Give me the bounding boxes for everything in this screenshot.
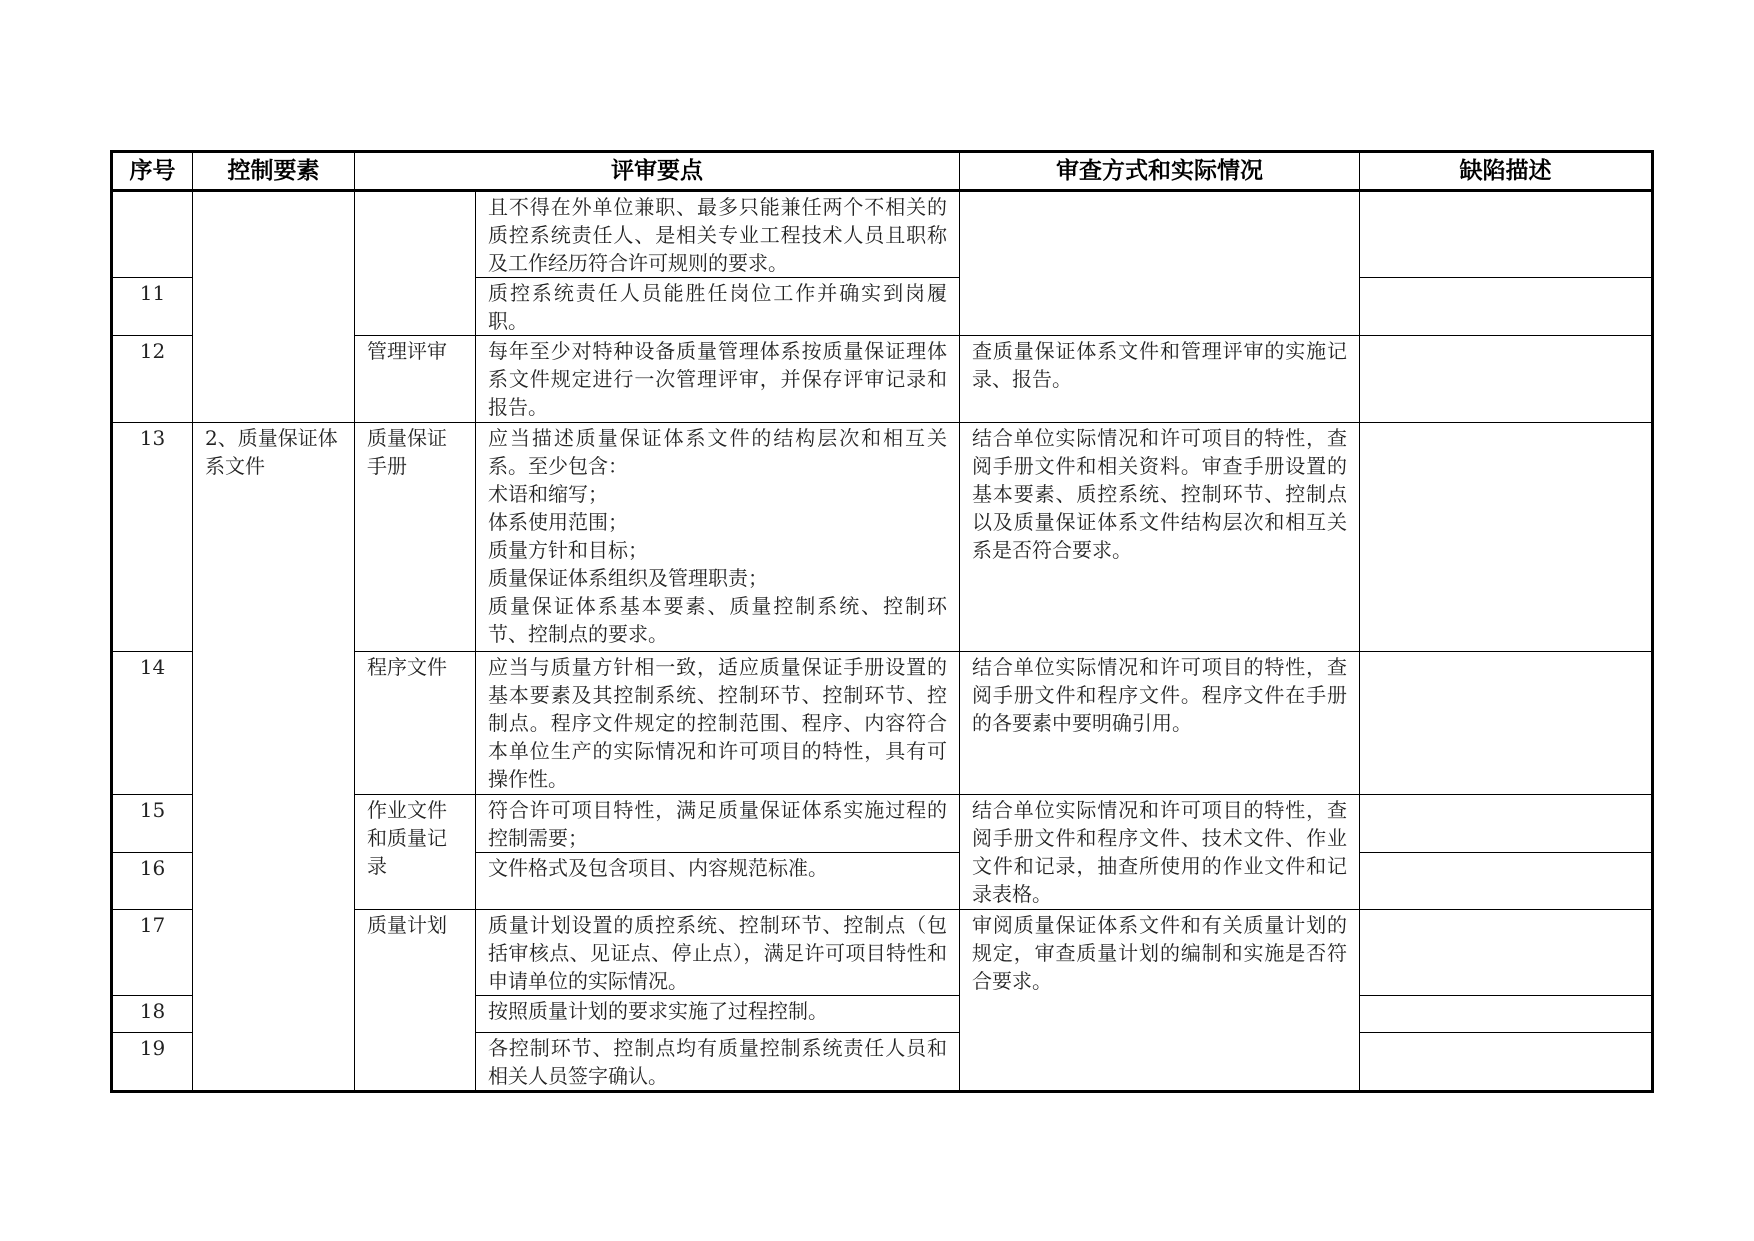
- defect-cell: [1360, 652, 1653, 795]
- point-cell: 应当描述质量保证体系文件的结构层次和相互关系。至少包含： 术语和缩写； 体系使用范围； 质量方针和目标； 质量保证体系组织及管理职责； 质量保证体系基本要素、质量控制系统、控制环节、控制点的要求。: [476, 423, 960, 652]
- sub-cell: 程序文件: [355, 652, 476, 795]
- seq-cell: 15: [112, 795, 193, 853]
- defect-cell: [1360, 1033, 1653, 1092]
- control-cell: [193, 191, 355, 423]
- seq-cell: 17: [112, 910, 193, 996]
- method-cell: 查质量保证体系文件和管理评审的实施记录、报告。: [960, 336, 1360, 423]
- seq-cell: 13: [112, 423, 193, 652]
- sub-cell: 作业文件和质量记录: [355, 795, 476, 910]
- seq-cell: 18: [112, 996, 193, 1033]
- seq-cell: [112, 191, 193, 278]
- seq-cell: 11: [112, 278, 193, 336]
- point-cell: 且不得在外单位兼职、最多只能兼任两个不相关的质控系统责任人、是相关专业工程技术人员且职称及工作经历符合许可规则的要求。: [476, 191, 960, 278]
- sub-cell: 质量计划: [355, 910, 476, 1092]
- method-cell: 结合单位实际情况和许可项目的特性，查阅手册文件和相关资料。审查手册设置的基本要素、质控系统、控制环节、控制点以及质量保证体系文件结构层次和相互关系是否符合要求。: [960, 423, 1360, 652]
- point-cell: 符合许可项目特性，满足质量保证体系实施过程的控制需要；: [476, 795, 960, 853]
- point-cell: 应当与质量方针相一致，适应质量保证手册设置的基本要素及其控制系统、控制环节、控制环节、控制点。程序文件规定的控制范围、程序、内容符合本单位生产的实际情况和许可项目的特性，具有可操作性。: [476, 652, 960, 795]
- seq-cell: 14: [112, 652, 193, 795]
- header-points: 评审要点: [355, 152, 960, 191]
- point-cell: 各控制环节、控制点均有质量控制系统责任人员和相关人员签字确认。: [476, 1033, 960, 1092]
- point-cell: 质量计划设置的质控系统、控制环节、控制点（包括审核点、见证点、停止点），满足许可项目特性和申请单位的实际情况。: [476, 910, 960, 996]
- defect-cell: [1360, 423, 1653, 652]
- point-cell: 每年至少对特种设备质量管理体系按质量保证理体系文件规定进行一次管理评审，并保存评审记录和报告。: [476, 336, 960, 423]
- method-cell: 审阅质量保证体系文件和有关质量计划的规定，审查质量计划的编制和实施是否符合要求。: [960, 910, 1360, 1092]
- seq-cell: 16: [112, 853, 193, 910]
- header-defect: 缺陷描述: [1360, 152, 1653, 191]
- header-row: [112, 152, 1653, 191]
- seq-cell: 12: [112, 336, 193, 423]
- sub-cell: 质量保证手册: [355, 423, 476, 652]
- seq-cell: 19: [112, 1033, 193, 1092]
- defect-cell: [1360, 910, 1653, 996]
- defect-cell: [1360, 996, 1653, 1033]
- defect-cell: [1360, 278, 1653, 336]
- point-cell: 按照质量计划的要求实施了过程控制。: [476, 996, 960, 1033]
- sub-cell: [355, 191, 476, 336]
- header-seq: 序号: [112, 152, 193, 191]
- header-control: 控制要素: [193, 152, 355, 191]
- table-row: [112, 423, 1653, 652]
- defect-cell: [1360, 795, 1653, 853]
- method-cell: 结合单位实际情况和许可项目的特性，查阅手册文件和程序文件、技术文件、作业文件和记录，抽查所使用的作业文件和记录表格。: [960, 795, 1360, 910]
- point-cell: 文件格式及包含项目、内容规范标准。: [476, 853, 960, 910]
- sub-cell: 管理评审: [355, 336, 476, 423]
- method-cell: 结合单位实际情况和许可项目的特性，查阅手册文件和程序文件。程序文件在手册的各要素中要明确引用。: [960, 652, 1360, 795]
- defect-cell: [1360, 853, 1653, 910]
- control-cell: 2、质量保证体系文件: [193, 423, 355, 1092]
- defect-cell: [1360, 336, 1653, 423]
- defect-cell: [1360, 191, 1653, 278]
- method-cell: [960, 191, 1360, 336]
- header-method: 审查方式和实际情况: [960, 152, 1360, 191]
- review-table: [110, 150, 1654, 1093]
- table-row: [112, 191, 1653, 278]
- point-cell: 质控系统责任人员能胜任岗位工作并确实到岗履职。: [476, 278, 960, 336]
